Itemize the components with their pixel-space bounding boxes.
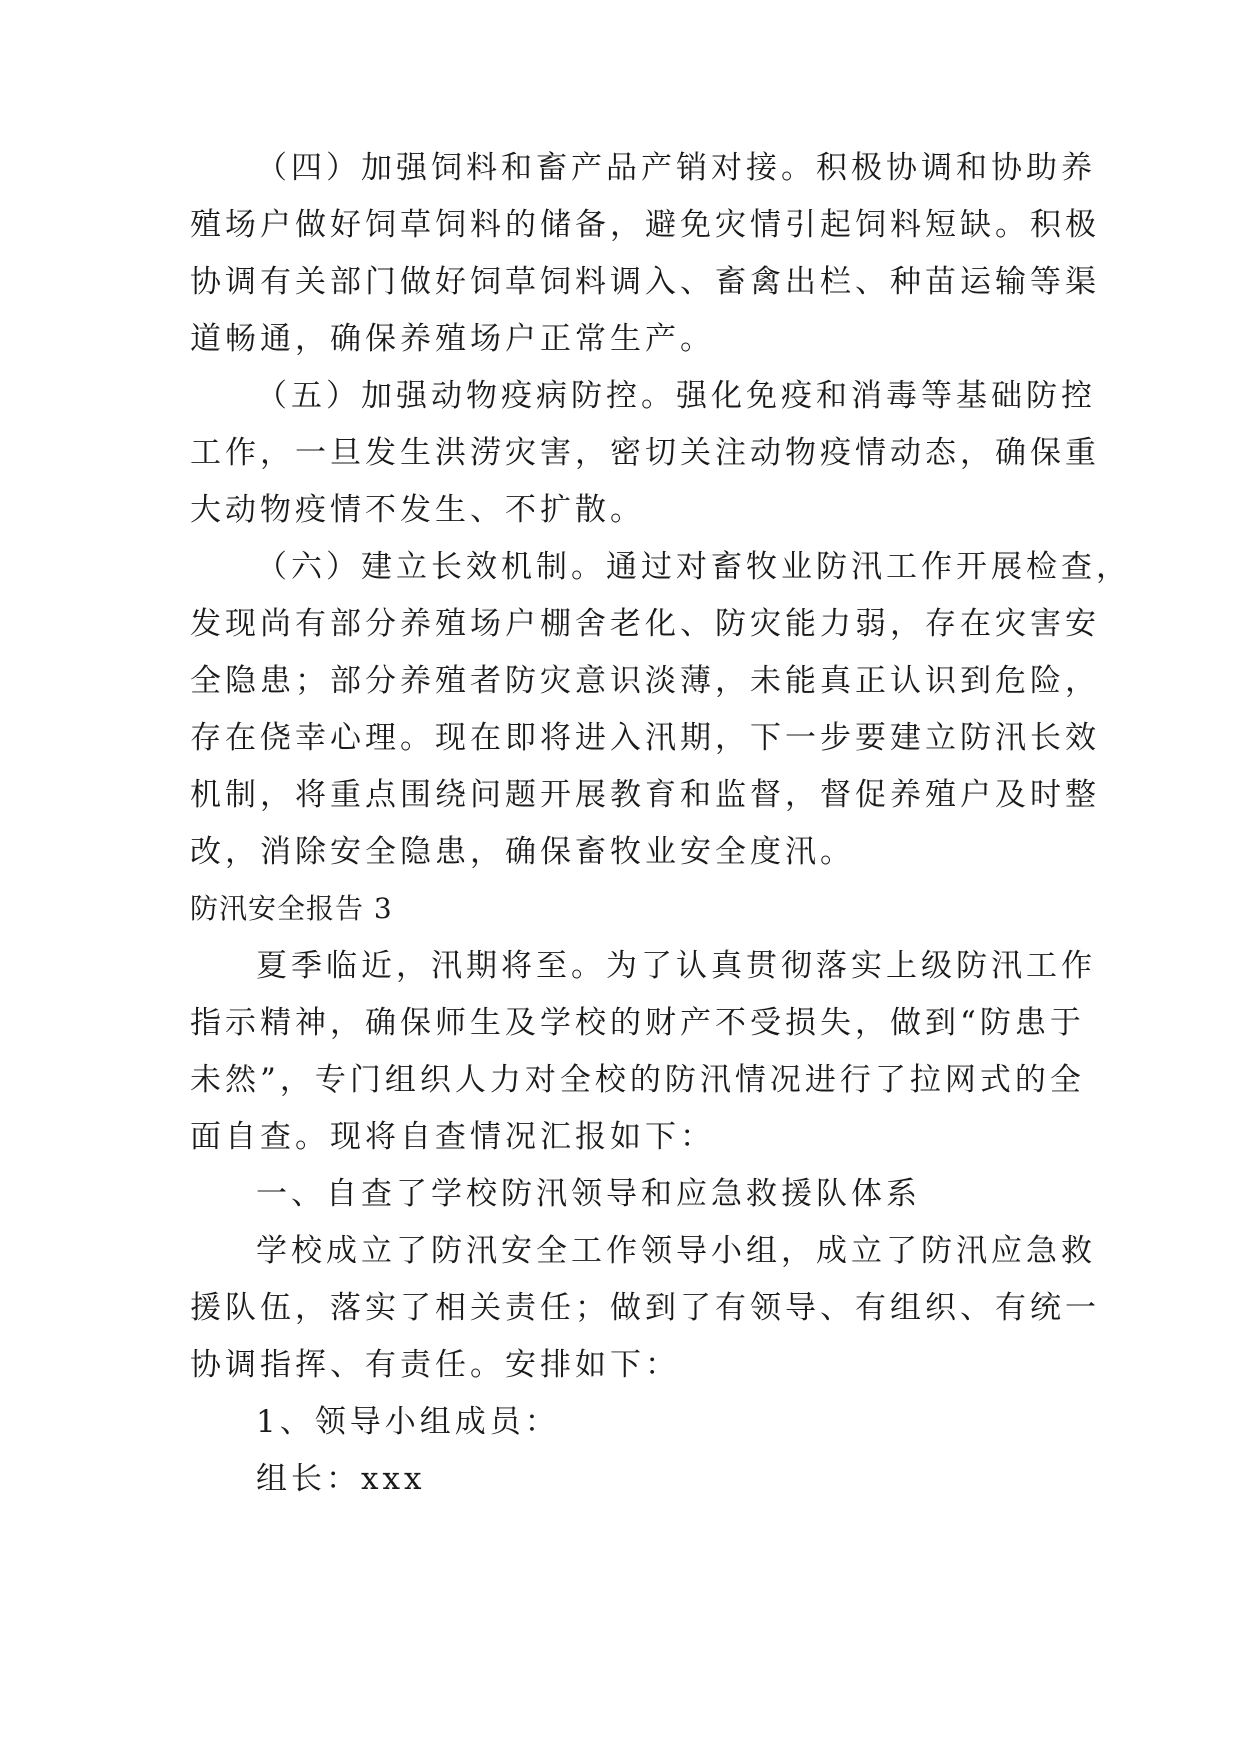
paragraph-6-line-5: 机制，将重点围绕问题开展教育和监督，督促养殖户及时整 bbox=[190, 777, 1100, 813]
paragraph-4-line-4: 道畅通，确保养殖场户正常生产。 bbox=[190, 321, 715, 357]
paragraph-6-line-6: 改，消除安全隐患，确保畜牧业安全度汛。 bbox=[190, 834, 855, 870]
paragraph-5-line-1: （五）加强动物疫病防控。强化免疫和消毒等基础防控 bbox=[256, 378, 1096, 414]
paragraph-6-line-3: 全隐患；部分养殖者防灾意识淡薄，未能真正认识到危险， bbox=[190, 663, 1100, 699]
intro-line-1: 夏季临近，汛期将至。为了认真贯彻落实上级防汛工作 bbox=[256, 948, 1096, 984]
paragraph-6-line-4: 存在侥幸心理。现在即将进入汛期，下一步要建立防汛长效 bbox=[190, 720, 1100, 756]
list-item-group-leader: 组长：xxx bbox=[256, 1461, 426, 1497]
paragraph-5-line-2: 工作，一旦发生洪涝灾害，密切关注动物疫情动态，确保重 bbox=[190, 435, 1100, 471]
subsection-heading: 一、自查了学校防汛领导和应急救援队体系 bbox=[256, 1176, 921, 1212]
body-line-3: 协调指挥、有责任。安排如下： bbox=[190, 1347, 680, 1383]
paragraph-4-line-3: 协调有关部门做好饲草饲料调入、畜禽出栏、种苗运输等渠 bbox=[190, 264, 1100, 300]
body-line-1: 学校成立了防汛安全工作领导小组，成立了防汛应急救 bbox=[256, 1233, 1096, 1269]
list-item-leaders: 1、领导小组成员： bbox=[256, 1404, 560, 1440]
intro-line-3: 未然”，专门组织人力对全校的防汛情况进行了拉网式的全 bbox=[190, 1062, 1085, 1098]
body-line-2: 援队伍，落实了相关责任；做到了有领导、有组织、有统一 bbox=[190, 1290, 1100, 1326]
paragraph-5-line-3: 大动物疫情不发生、不扩散。 bbox=[190, 492, 645, 528]
paragraph-4-line-2: 殖场户做好饲草饲料的储备，避免灾情引起饲料短缺。积极 bbox=[190, 207, 1100, 243]
section-title: 防汛安全报告 3 bbox=[190, 892, 393, 925]
paragraph-4-line-1: （四）加强饲料和畜产品产销对接。积极协调和协助养 bbox=[256, 150, 1096, 186]
intro-line-4: 面自查。现将自查情况汇报如下： bbox=[190, 1119, 715, 1155]
paragraph-6-line-1: （六）建立长效机制。通过对畜牧业防汛工作开展检查， bbox=[256, 549, 1131, 585]
intro-line-2: 指示精神，确保师生及学校的财产不受损失，做到“防患于 bbox=[190, 1005, 1085, 1041]
paragraph-6-line-2: 发现尚有部分养殖场户棚舍老化、防灾能力弱，存在灾害安 bbox=[190, 606, 1100, 642]
